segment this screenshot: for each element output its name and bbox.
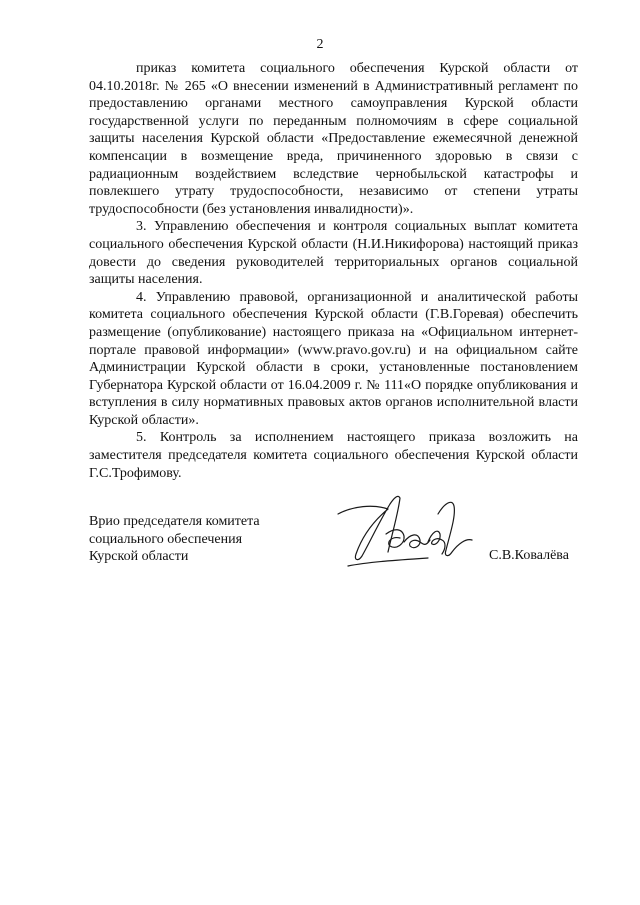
handwritten-signature xyxy=(328,484,478,584)
paragraph-continuation: приказ комитета социального обеспечения Курской области от 04.10.2018г. № 265 «О внесении изменений в Административный регламент по предоставлению органами местного самоуправления Курской области государственной услуги по переданным полномочиям в сфере социальной защиты населения Курской области «Предоставление ежемесячной денежной компенсации в возмещение вреда, причиненного здоровью в связи с радиационным воздействием вследствие чернобыльской катастрофы и повлекшего утрату трудоспособности, независимо от степени утраты трудоспособности (без установления инвалидности)». xyxy=(89,61,578,217)
signer-name: С.В.Ковалёва xyxy=(489,548,569,563)
signer-position-line: Врио председателя комитета xyxy=(89,514,260,529)
signer-position-line: Курской области xyxy=(89,549,189,565)
signer-position-line: социального обеспечения xyxy=(89,531,243,547)
paragraph-item-4: 4. Управлению правовой, организационной и аналитической работы комитета социального обеспечения Курской области (Г.В.Горевая) обеспечить размещение (опубликование) настоящего приказа на «Официальном интернет-портале правовой информации» (www.pravo.gov.ru) и на официальном сайте Администрации Курской области в сроки, установленные постановлением Губернатора Курской области от 16.04.2009 г. № 111«О порядке опубликования и вступления в силу нормативных правовых актов органов исполнительной власти Курской области». xyxy=(89,289,578,428)
document-body xyxy=(89,60,578,482)
paragraph-item-3: 3. Управлению обеспечения и контроля социальных выплат комитета социального обеспечения Курской области (Н.И.Никифорова) настоящий приказ довести до сведения руководителей территориальных органов социальной защиты населения. xyxy=(89,219,578,288)
paragraph-item-5: 5. Контроль за исполнением настоящего приказа возложить на заместителя председателя комитета социального обеспечения Курской области Г.С.Трофимову. xyxy=(89,430,578,481)
signer-position xyxy=(89,513,329,566)
page-number: 2 xyxy=(316,37,324,52)
